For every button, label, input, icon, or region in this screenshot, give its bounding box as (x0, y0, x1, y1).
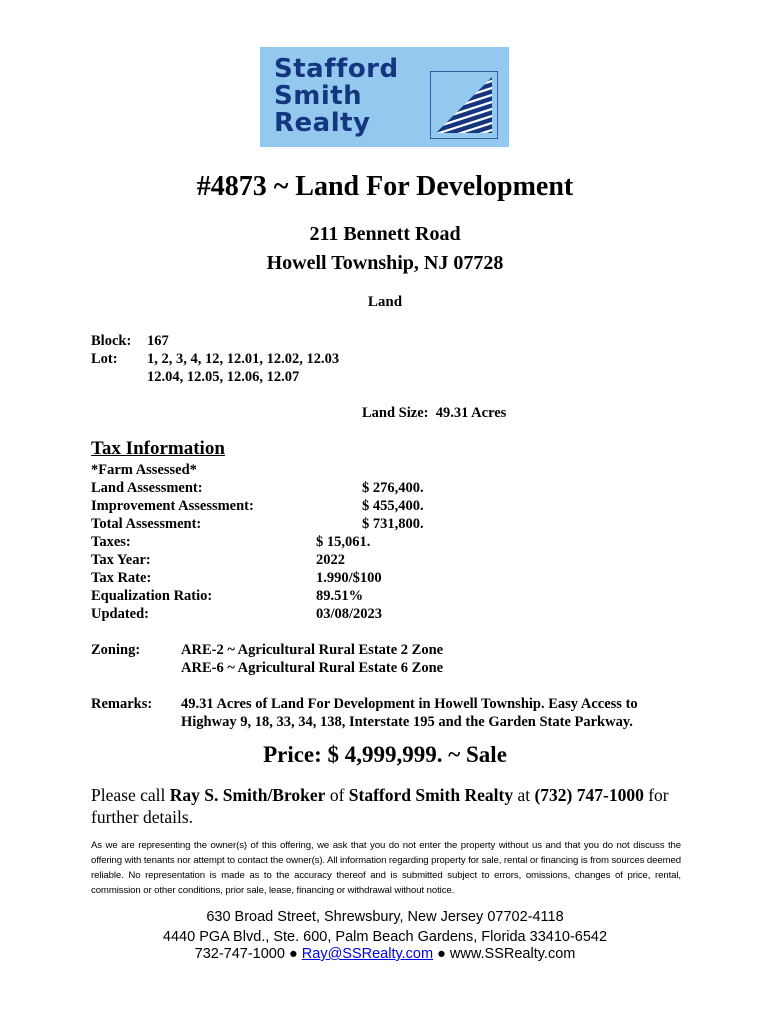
footer-address-2: 4440 PGA Blvd., Ste. 600, Palm Beach Gardens, Florida 33410-6542 (162, 929, 608, 945)
call-prefix: Please call (91, 785, 170, 805)
footer-separator: ● (284, 946, 302, 962)
website-text: www.SSRealty.com (449, 946, 576, 962)
total-assessment-value: $ 731,800. (362, 516, 424, 532)
block-value: 167 (147, 333, 169, 349)
tax-information-heading: Tax Information (91, 438, 225, 459)
lot-value-line-1: 1, 2, 3, 4, 12, 12.01, 12.02, 12.03 (147, 351, 340, 367)
email-link[interactable]: Ray@SSRealty.com (301, 946, 434, 962)
logo-line-3: Realty (274, 108, 371, 138)
listing-title: #4873 ~ Land For Development (196, 171, 574, 202)
equalization-ratio-value: 89.51% (316, 588, 364, 604)
updated-value: 03/08/2023 (316, 606, 383, 622)
footer-separator: ● (433, 946, 450, 962)
land-assessment-label: Land Assessment: (91, 480, 203, 496)
property-type: Land (367, 294, 403, 310)
remarks-line-2: Highway 9, 18, 33, 34, 138, Interstate 195 and the Garden State Parkway. (181, 714, 633, 730)
logo-text (274, 56, 399, 137)
company-logo (260, 47, 509, 147)
footer-contact-line (0, 944, 770, 964)
updated-label: Updated: (91, 606, 150, 622)
taxes-value: $ 15,061. (316, 534, 371, 550)
disclaimer-text: As we are representing the owner(s) of this offering, we ask that you do not enter the property without us and that you do not discuss the offering with tenants nor attempt to contact the owner(s). All information regarding property for sale, rental or financing is from sources deemed reliable. No representation is made as to the accuracy thereof and is submitted subject to errors, omissions, changes of price, rental, commission or other conditions, prior sale, lease, financing or withdrawal without notice. (91, 840, 681, 896)
logo-triangle-icon (430, 71, 498, 139)
footer-address-1: 630 Broad Street, Shrewsbury, New Jersey 07702-4118 (206, 909, 564, 925)
address-line-2: Howell Township, NJ 07728 (266, 252, 504, 274)
broker-name: Ray S. Smith/Broker (169, 785, 326, 805)
land-size-value: 49.31 Acres (435, 405, 507, 421)
improvement-assessment-value: $ 455,400. (362, 498, 424, 514)
remarks-line-1: 49.31 Acres of Land For Development in Howell Township. Easy Access to (181, 696, 638, 712)
block-label: Block: (91, 333, 132, 349)
tax-year-label: Tax Year: (91, 552, 151, 568)
land-size (362, 404, 506, 422)
lot-label: Lot: (91, 351, 118, 367)
land-assessment-value: $ 276,400. (362, 480, 424, 496)
zoning-label: Zoning: (91, 642, 141, 658)
contact-call-text (91, 784, 691, 828)
call-of: of (325, 785, 349, 805)
tax-rate-label: Tax Rate: (91, 570, 152, 586)
land-size-label: Land Size: (362, 405, 429, 421)
contact-phone: (732) 747-1000 (534, 785, 644, 805)
tax-year-value: 2022 (316, 552, 345, 568)
lot-value-line-2: 12.04, 12.05, 12.06, 12.07 (147, 369, 300, 385)
footer-phone: 732-747-1000 (194, 946, 285, 962)
zoning-line-1: ARE-2 ~ Agricultural Rural Estate 2 Zone (181, 642, 444, 658)
logo-line-1: Stafford (274, 54, 399, 84)
remarks-label: Remarks: (91, 696, 153, 712)
logo-line-2: Smith (274, 81, 363, 111)
equalization-ratio-label: Equalization Ratio: (91, 588, 213, 604)
tax-rate-value: 1.990/$100 (316, 570, 382, 586)
call-suffix: for further details. (91, 785, 669, 827)
taxes-label: Taxes: (91, 534, 131, 550)
company-name: Stafford Smith Realty (348, 785, 514, 805)
address-line-1: 211 Bennett Road (309, 223, 461, 245)
zoning-line-2: ARE-6 ~ Agricultural Rural Estate 6 Zone (181, 660, 444, 676)
improvement-assessment-label: Improvement Assessment: (91, 498, 254, 514)
total-assessment-label: Total Assessment: (91, 516, 202, 532)
farm-assessed-note: *Farm Assessed* (91, 462, 197, 478)
price: Price: $ 4,999,999. ~ Sale (263, 742, 507, 767)
call-at: at (513, 785, 535, 805)
